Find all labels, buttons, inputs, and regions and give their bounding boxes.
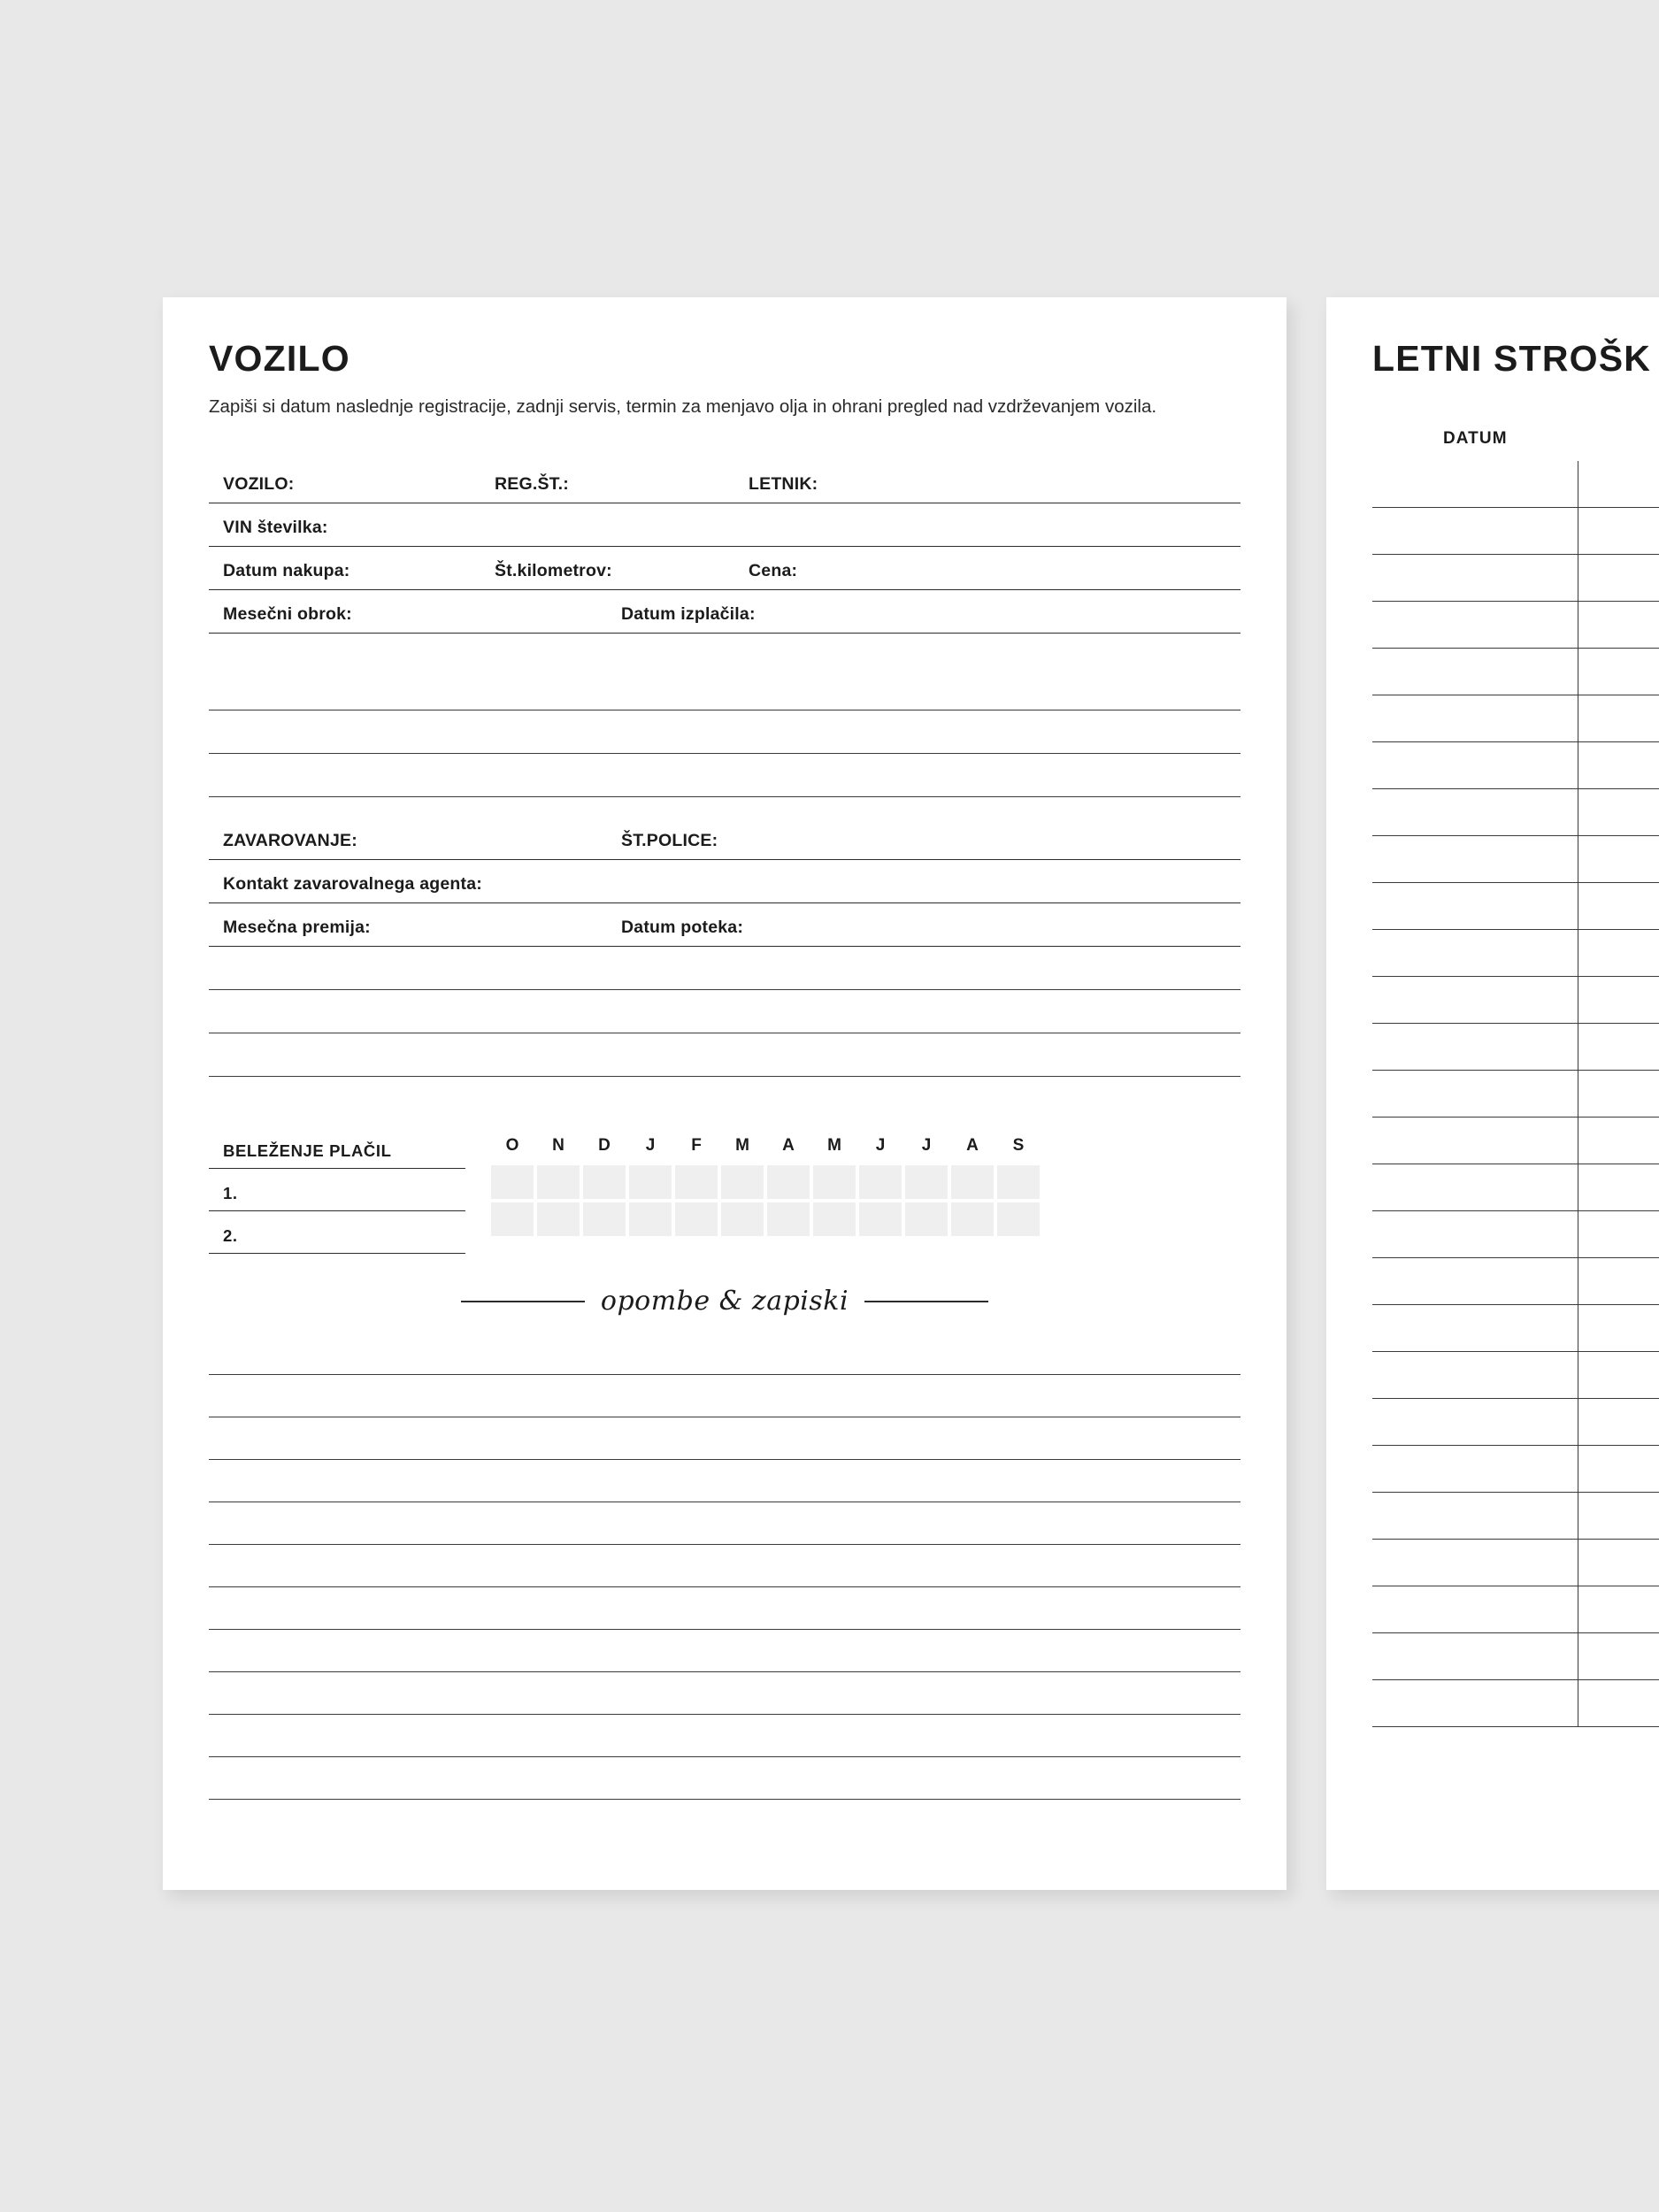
cell-value[interactable]	[1578, 1164, 1659, 1211]
table-row[interactable]	[1372, 1493, 1659, 1540]
field-row[interactable]	[209, 903, 1240, 947]
payment-cell[interactable]	[491, 1202, 534, 1236]
expenses-rows	[1372, 461, 1659, 1727]
cell-value[interactable]	[1578, 883, 1659, 930]
table-row[interactable]	[1372, 836, 1659, 883]
cell-datum[interactable]	[1372, 1586, 1578, 1633]
field-row[interactable]	[209, 817, 1240, 860]
cell-datum[interactable]	[1372, 1024, 1578, 1071]
payment-cell[interactable]	[813, 1165, 856, 1199]
table-row[interactable]	[1372, 1680, 1659, 1727]
cell-datum[interactable]	[1372, 461, 1578, 508]
cell-datum[interactable]	[1372, 1493, 1578, 1540]
cell-value[interactable]	[1578, 1399, 1659, 1446]
page-letni-stroski	[1326, 297, 1659, 1890]
payment-cell[interactable]	[813, 1202, 856, 1236]
cell-value[interactable]	[1578, 1071, 1659, 1118]
payment-cell[interactable]	[537, 1202, 580, 1236]
note-line[interactable]	[209, 1715, 1240, 1757]
cell-datum[interactable]	[1372, 930, 1578, 977]
cell-datum[interactable]	[1372, 789, 1578, 836]
cell-datum[interactable]	[1372, 1118, 1578, 1164]
payment-cell[interactable]	[675, 1165, 718, 1199]
payments-tracker	[209, 1126, 1240, 1254]
blank-write-line[interactable]	[209, 667, 1240, 710]
cell-datum[interactable]	[1372, 1211, 1578, 1258]
cell-datum[interactable]	[1372, 1071, 1578, 1118]
field-label-mesecna-premija: Mesečna premija:	[223, 918, 371, 938]
cell-datum[interactable]	[1372, 1680, 1578, 1727]
cell-datum[interactable]	[1372, 1164, 1578, 1211]
table-row[interactable]	[1372, 1586, 1659, 1633]
note-line[interactable]	[209, 1672, 1240, 1715]
cell-value[interactable]	[1578, 649, 1659, 695]
month-header: J	[875, 1136, 886, 1156]
month-header-row	[491, 1130, 1040, 1162]
cell-datum[interactable]	[1372, 508, 1578, 555]
cell-datum[interactable]	[1372, 1258, 1578, 1305]
month-header: F	[691, 1136, 702, 1156]
vehicle-fields	[209, 460, 1240, 1077]
payments-title: BELEŽENJE PLAČIL	[223, 1141, 392, 1161]
table-row[interactable]	[1372, 555, 1659, 602]
cell-value[interactable]	[1578, 1680, 1659, 1727]
expenses-header-row	[1372, 429, 1659, 461]
table-row[interactable]	[1372, 695, 1659, 742]
cell-value[interactable]	[1578, 1493, 1659, 1540]
note-line[interactable]	[209, 1417, 1240, 1460]
table-row[interactable]	[1372, 1446, 1659, 1493]
month-header: A	[782, 1136, 795, 1156]
field-label-letnik: LETNIK:	[749, 474, 818, 495]
blank-write-line[interactable]	[209, 1033, 1240, 1077]
notes-divider	[209, 1286, 1240, 1317]
cell-datum[interactable]	[1372, 1352, 1578, 1399]
field-label-zavarovanje: ZAVAROVANJE:	[223, 831, 357, 851]
cell-value[interactable]	[1578, 1633, 1659, 1680]
payments-row-label: 2.	[223, 1226, 238, 1246]
blank-write-line[interactable]	[209, 754, 1240, 797]
table-row[interactable]	[1372, 508, 1659, 555]
payment-cell[interactable]	[629, 1165, 672, 1199]
table-row[interactable]	[1372, 1164, 1659, 1211]
cell-datum[interactable]	[1372, 742, 1578, 789]
cell-datum[interactable]	[1372, 1305, 1578, 1352]
cell-datum[interactable]	[1372, 1540, 1578, 1586]
cell-value[interactable]	[1578, 1024, 1659, 1071]
field-label-datum-poteka: Datum poteka:	[621, 918, 744, 938]
field-label-kilometrov: Št.kilometrov:	[495, 561, 612, 581]
blank-write-line[interactable]	[209, 710, 1240, 754]
cell-datum[interactable]	[1372, 602, 1578, 649]
payment-cell[interactable]	[583, 1165, 626, 1199]
cell-datum[interactable]	[1372, 649, 1578, 695]
cell-datum[interactable]	[1372, 977, 1578, 1024]
cell-datum[interactable]	[1372, 836, 1578, 883]
note-line[interactable]	[209, 1757, 1240, 1800]
table-row[interactable]	[1372, 1540, 1659, 1586]
note-line[interactable]	[209, 1333, 1240, 1375]
month-header: J	[645, 1136, 656, 1156]
month-header: A	[966, 1136, 979, 1156]
column-header-datum: DATUM	[1442, 429, 1508, 448]
table-row[interactable]	[1372, 930, 1659, 977]
table-row[interactable]	[1372, 602, 1659, 649]
payment-cell[interactable]	[583, 1202, 626, 1236]
page-subtitle: Zapiši si datum naslednje registracije, zadnji servis, termin za menjavo olja in ohrani pregled nad vzdrževanjem vozila.	[209, 396, 1157, 417]
blank-write-line[interactable]	[209, 947, 1240, 990]
cell-value[interactable]	[1578, 1540, 1659, 1586]
page2-title: LETNI STROŠK	[1372, 338, 1652, 379]
notes-heading: opombe & zapiski	[600, 1286, 849, 1317]
cell-datum[interactable]	[1372, 555, 1578, 602]
cell-value[interactable]	[1578, 1118, 1659, 1164]
field-label-cena: Cena:	[749, 561, 798, 581]
month-header: D	[598, 1136, 611, 1156]
table-row[interactable]	[1372, 789, 1659, 836]
cell-value[interactable]	[1578, 1211, 1659, 1258]
payment-cell[interactable]	[491, 1165, 534, 1199]
table-row[interactable]	[1372, 977, 1659, 1024]
note-line[interactable]	[209, 1545, 1240, 1587]
field-label-datum-nakupa: Datum nakupa:	[223, 561, 350, 581]
payments-labels	[209, 1126, 465, 1254]
note-line[interactable]	[209, 1630, 1240, 1672]
field-row[interactable]	[209, 860, 1240, 903]
payment-cell[interactable]	[997, 1202, 1040, 1236]
cell-value[interactable]	[1578, 555, 1659, 602]
cell-value[interactable]	[1578, 1586, 1659, 1633]
payment-cell[interactable]	[537, 1165, 580, 1199]
cell-datum[interactable]	[1372, 1446, 1578, 1493]
cell-value[interactable]	[1578, 836, 1659, 883]
payments-checkbox-row	[491, 1202, 1040, 1236]
cell-value[interactable]	[1578, 508, 1659, 555]
cell-value[interactable]	[1578, 930, 1659, 977]
table-row[interactable]	[1372, 1211, 1659, 1258]
cell-value[interactable]	[1578, 977, 1659, 1024]
notes-lines	[209, 1333, 1240, 1800]
note-line[interactable]	[209, 1460, 1240, 1502]
payment-cell[interactable]	[629, 1202, 672, 1236]
table-row[interactable]	[1372, 1352, 1659, 1399]
table-row[interactable]	[1372, 1399, 1659, 1446]
field-label-regst: REG.ŠT.:	[495, 474, 569, 495]
note-line[interactable]	[209, 1375, 1240, 1417]
spacer	[209, 797, 1240, 817]
payment-cell[interactable]	[767, 1165, 810, 1199]
table-row[interactable]	[1372, 1258, 1659, 1305]
payments-row-label: 1.	[223, 1184, 238, 1203]
cell-value[interactable]	[1578, 1446, 1659, 1493]
cell-value[interactable]	[1578, 461, 1659, 508]
payment-cell[interactable]	[721, 1202, 764, 1236]
payments-row[interactable]	[209, 1169, 465, 1211]
divider-line-left	[461, 1301, 585, 1302]
table-row[interactable]	[1372, 883, 1659, 930]
payment-cell[interactable]	[997, 1165, 1040, 1199]
payment-cell[interactable]	[905, 1165, 948, 1199]
payments-row[interactable]	[209, 1211, 465, 1254]
cell-value[interactable]	[1578, 602, 1659, 649]
table-row[interactable]	[1372, 461, 1659, 508]
field-label-vin: VIN številka:	[223, 518, 328, 538]
cell-value[interactable]	[1578, 1305, 1659, 1352]
note-line[interactable]	[209, 1502, 1240, 1545]
cell-value[interactable]	[1578, 695, 1659, 742]
cell-value[interactable]	[1578, 789, 1659, 836]
payments-header-row	[209, 1126, 465, 1169]
month-header: M	[827, 1136, 841, 1156]
field-row[interactable]	[209, 503, 1240, 547]
page-vozilo	[163, 297, 1286, 1890]
cell-datum[interactable]	[1372, 1399, 1578, 1446]
payments-month-grid	[488, 1126, 1043, 1240]
table-row[interactable]	[1372, 1305, 1659, 1352]
payment-cell[interactable]	[675, 1202, 718, 1236]
page-title: VOZILO	[209, 338, 350, 379]
payment-cell[interactable]	[859, 1165, 902, 1199]
cell-datum[interactable]	[1372, 695, 1578, 742]
cell-value[interactable]	[1578, 1258, 1659, 1305]
payment-cell[interactable]	[951, 1165, 994, 1199]
month-header: O	[505, 1136, 519, 1156]
payment-cell[interactable]	[721, 1165, 764, 1199]
cell-datum[interactable]	[1372, 883, 1578, 930]
field-label-st-police: ŠT.POLICE:	[621, 831, 718, 851]
note-line[interactable]	[209, 1587, 1240, 1630]
field-label-mesecni-obrok: Mesečni obrok:	[223, 604, 352, 625]
table-row[interactable]	[1372, 1118, 1659, 1164]
cell-value[interactable]	[1578, 1352, 1659, 1399]
month-header: M	[735, 1136, 749, 1156]
month-header: S	[1012, 1136, 1025, 1156]
cell-datum[interactable]	[1372, 1633, 1578, 1680]
table-row[interactable]	[1372, 742, 1659, 789]
cell-value[interactable]	[1578, 742, 1659, 789]
payment-cell[interactable]	[951, 1202, 994, 1236]
field-row[interactable]	[209, 460, 1240, 503]
expenses-table	[1372, 429, 1659, 1727]
table-row[interactable]	[1372, 1024, 1659, 1071]
payment-cell[interactable]	[859, 1202, 902, 1236]
month-header: N	[552, 1136, 565, 1156]
table-row[interactable]	[1372, 1633, 1659, 1680]
month-header: J	[921, 1136, 932, 1156]
table-row[interactable]	[1372, 1071, 1659, 1118]
payment-cell[interactable]	[905, 1202, 948, 1236]
divider-line-right	[864, 1301, 988, 1302]
table-row[interactable]	[1372, 649, 1659, 695]
payments-checkbox-row	[491, 1165, 1040, 1199]
spacer	[209, 634, 1240, 667]
field-row[interactable]	[209, 590, 1240, 634]
field-label-kontakt-agenta: Kontakt zavarovalnega agenta:	[223, 874, 482, 895]
blank-write-line[interactable]	[209, 990, 1240, 1033]
column-header-blank	[1578, 429, 1659, 461]
field-row[interactable]	[209, 547, 1240, 590]
field-label-vozilo: VOZILO:	[223, 474, 295, 495]
field-label-datum-izplacila: Datum izplačila:	[621, 604, 756, 625]
payment-cell[interactable]	[767, 1202, 810, 1236]
